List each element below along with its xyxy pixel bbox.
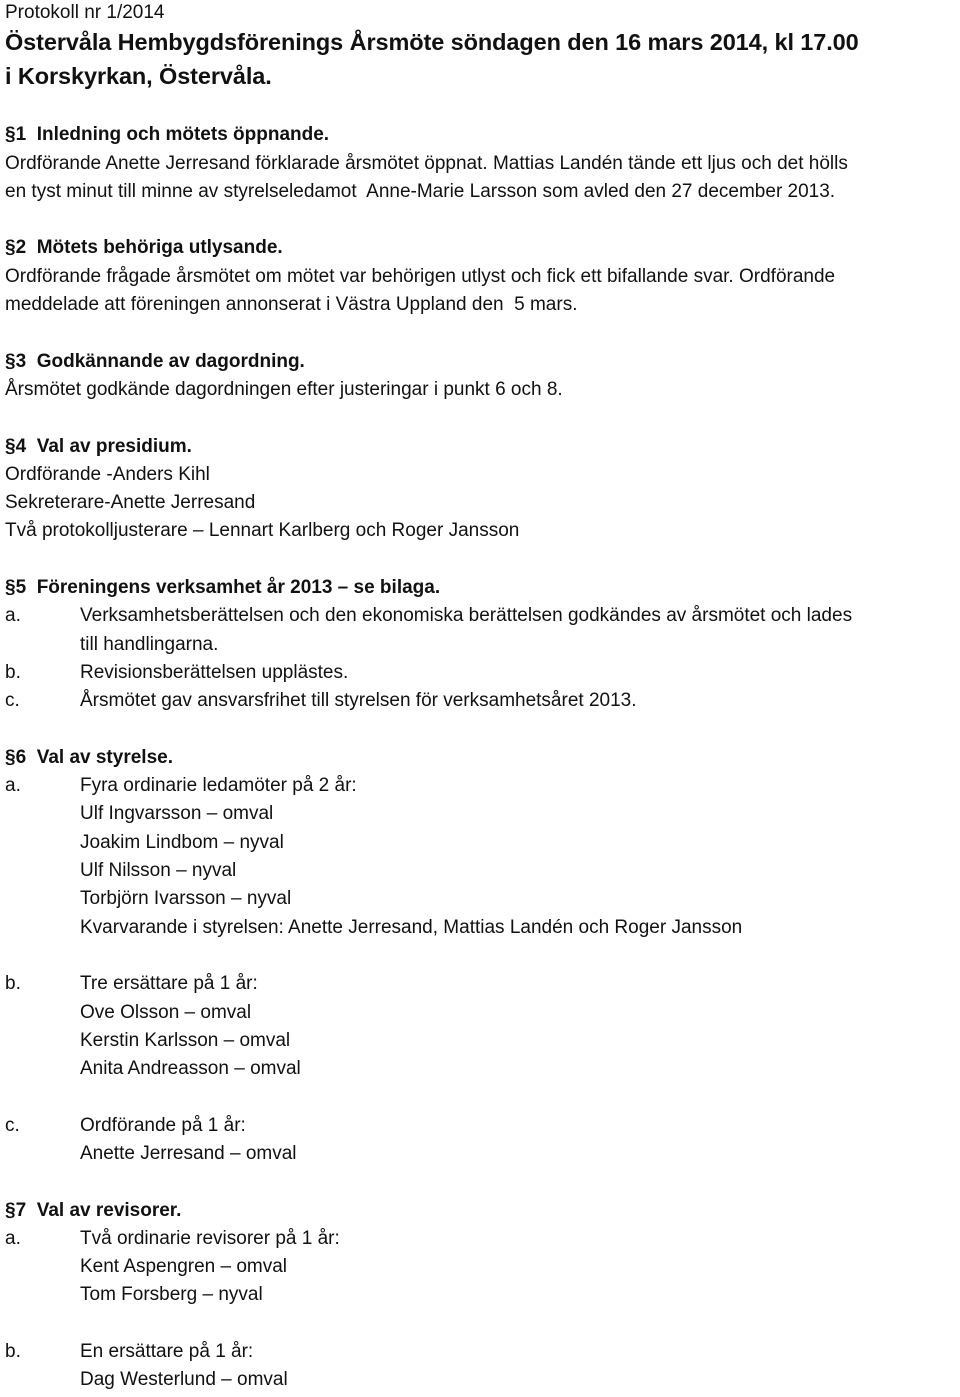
section-6-item-c bbox=[5, 1112, 960, 1140]
list-item: Dag Westerlund – omval bbox=[80, 1369, 288, 1391]
section-2-heading: §2 Mötets behöriga utlysande. bbox=[5, 237, 283, 259]
document-title-line-1: Östervåla Hembygdsförenings Årsmöte söndagen den 16 mars 2014, kl 17.00 bbox=[5, 29, 859, 55]
list-item-title: En ersättare på 1 år: bbox=[80, 1341, 254, 1363]
section-6-heading: §6 Val av styrelse. bbox=[5, 746, 173, 768]
list-marker: c. bbox=[5, 1114, 20, 1136]
list-item: Joakim Lindbom – nyval bbox=[80, 831, 284, 853]
section-1-text: en tyst minut till minne av styrelseledamot Anne-Marie Larsson som avled den 27 december 2013. bbox=[5, 180, 836, 202]
section-7-item-b bbox=[5, 1338, 960, 1366]
section-4-text: Två protokolljusterare – Lennart Karlberg och Roger Jansson bbox=[5, 520, 520, 542]
section-7-item-a bbox=[5, 1225, 960, 1253]
list-item-text: Årsmötet gav ansvarsfrihet till styrelsen för verksamhetsåret 2013. bbox=[80, 690, 637, 712]
section-4-text: Sekreterare-Anette Jerresand bbox=[5, 492, 256, 514]
list-item: Kvarvarande i styrelsen: Anette Jerresand, Mattias Landén och Roger Jansson bbox=[80, 916, 743, 938]
list-item: Ove Olsson – omval bbox=[80, 1001, 252, 1023]
section-3-text: Årsmötet godkände dagordningen efter justeringar i punkt 6 och 8. bbox=[5, 378, 563, 400]
section-6-item-a bbox=[5, 772, 960, 800]
list-marker: c. bbox=[5, 690, 20, 712]
protocol-number: Protokoll nr 1/2014 bbox=[5, 2, 165, 23]
list-item: Kerstin Karlsson – omval bbox=[80, 1029, 291, 1051]
section-5-item-c bbox=[5, 687, 960, 715]
list-item: Kent Aspengren – omval bbox=[80, 1256, 288, 1278]
section-5-item-a bbox=[5, 602, 960, 659]
list-item-title: Fyra ordinarie ledamöter på 2 år: bbox=[80, 775, 357, 797]
document-title-line-2: i Korskyrkan, Östervåla. bbox=[5, 63, 272, 89]
list-item: Ulf Ingvarsson – omval bbox=[80, 803, 274, 825]
list-marker: b. bbox=[5, 1341, 21, 1363]
list-item: Tom Forsberg – nyval bbox=[80, 1284, 263, 1306]
list-item: Anita Andreasson – omval bbox=[80, 1058, 301, 1080]
list-marker: a. bbox=[5, 1227, 21, 1249]
section-2-text: Ordförande frågade årsmötet om mötet var behörigen utlyst och fick ett bifallande svar. Ordförande bbox=[5, 265, 836, 287]
list-marker: a. bbox=[5, 605, 21, 627]
section-7-heading: §7 Val av revisorer. bbox=[5, 1199, 182, 1221]
list-marker: b. bbox=[5, 973, 21, 995]
section-6-item-b bbox=[5, 970, 960, 998]
list-item-title: Ordförande på 1 år: bbox=[80, 1114, 246, 1136]
section-2-text: meddelade att föreningen annonserat i Västra Uppland den 5 mars. bbox=[5, 294, 578, 316]
list-item-title: Två ordinarie revisorer på 1 år: bbox=[80, 1227, 340, 1249]
section-5-heading: §5 Föreningens verksamhet år 2013 – se bilaga. bbox=[5, 577, 441, 599]
list-item-title: Tre ersättare på 1 år: bbox=[80, 973, 258, 995]
list-marker: b. bbox=[5, 661, 21, 683]
list-item-text: till handlingarna. bbox=[80, 633, 219, 655]
section-4-text: Ordförande -Anders Kihl bbox=[5, 463, 210, 485]
section-3-heading: §3 Godkännande av dagordning. bbox=[5, 350, 305, 372]
list-item: Anette Jerresand – omval bbox=[80, 1142, 297, 1164]
section-1-text: Ordförande Anette Jerresand förklarade årsmötet öppnat. Mattias Landén tände ett ljus och det hölls bbox=[5, 152, 848, 174]
section-4-heading: §4 Val av presidium. bbox=[5, 435, 192, 457]
list-marker: a. bbox=[5, 775, 21, 797]
list-item: Torbjörn Ivarsson – nyval bbox=[80, 888, 292, 910]
section-1-heading: §1 Inledning och mötets öppnande. bbox=[5, 124, 330, 146]
section-5-item-b bbox=[5, 659, 960, 687]
list-item: Ulf Nilsson – nyval bbox=[80, 860, 237, 882]
list-item-text: Revisionsberättelsen upplästes. bbox=[80, 661, 349, 683]
list-item-text: Verksamhetsberättelsen och den ekonomiska berättelsen godkändes av årsmötet och lades bbox=[80, 605, 853, 627]
